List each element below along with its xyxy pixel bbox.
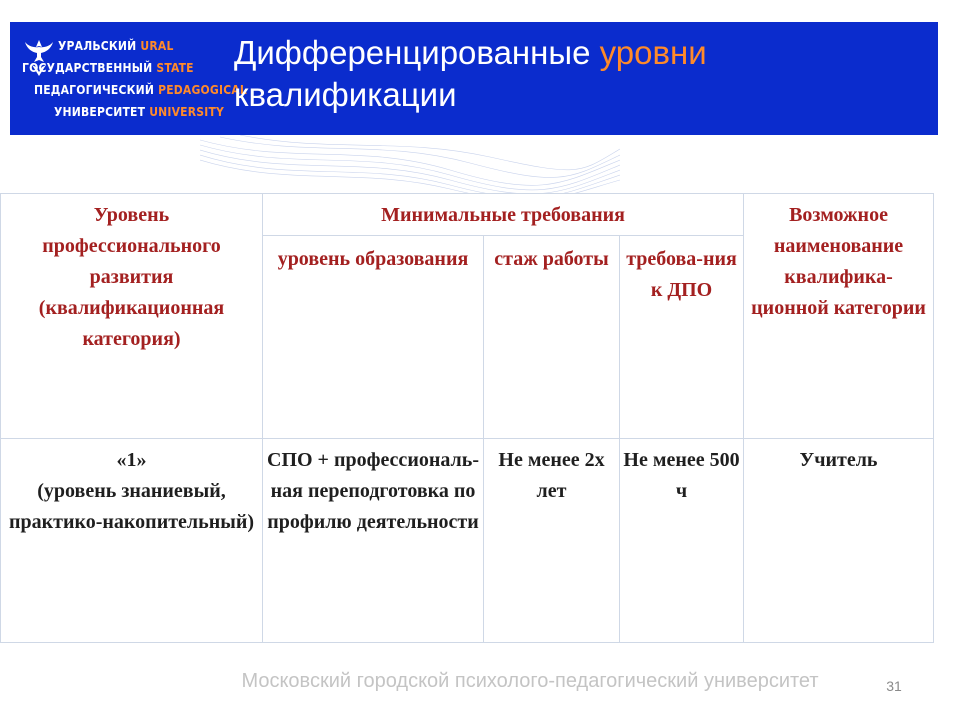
logo-line-4: УНИВЕРСИТЕТ UNIVERSITY — [54, 105, 225, 119]
dpo-header-cell: требова-ния к ДПО — [620, 236, 744, 439]
level-header-cell: Уровень профессионального развития (квалификационная категория) — [1, 194, 263, 439]
title-accent: уровни — [599, 34, 707, 71]
header-banner — [10, 22, 938, 135]
experience-header-cell: стаж работы — [484, 236, 620, 439]
level-cell — [1, 439, 263, 643]
experience-cell: Не менее 2х лет — [484, 439, 620, 643]
slide-title: Дифференцированные уровни квалификации — [234, 34, 707, 113]
level-label: «1» — [116, 449, 147, 471]
logo-line-1: УРАЛЬСКИЙ URAL — [58, 39, 174, 53]
decorative-waves — [200, 135, 620, 200]
table-row — [1, 439, 934, 643]
logo-line-3: ПЕДАГОГИЧЕСКИЙ PEDAGOGICAL — [34, 83, 247, 97]
university-logo — [20, 32, 247, 128]
dpo-cell: Не менее 500 ч — [620, 439, 744, 643]
footer-university-name: Московский городской психолого-педагогический университет — [241, 670, 819, 692]
category-name-header-cell: Возможное наименование квалифика-ционной категории — [744, 194, 934, 439]
level-description: (уровень знаниевый, практико-накопительный) — [8, 480, 255, 533]
education-header-cell: уровень образования — [263, 236, 484, 439]
education-cell: СПО + профессиональ-ная переподготовка по профилю деятельности — [263, 439, 484, 643]
page-number: 31 — [886, 678, 902, 694]
category-cell: Учитель — [744, 439, 934, 643]
logo-line-2: ГОСУДАРСТВЕННЫЙ STATE — [22, 61, 194, 75]
min-requirements-header-cell: Минимальные требования — [263, 194, 744, 236]
qualification-requirements-table — [0, 193, 934, 643]
